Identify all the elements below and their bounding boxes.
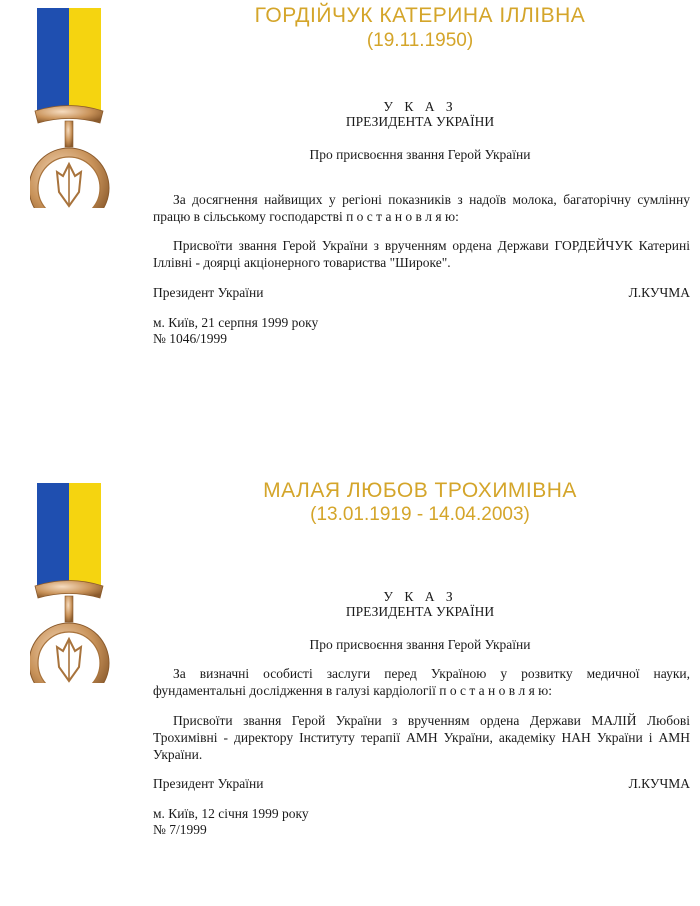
hero-name: ГОРДІЙЧУК КАТЕРИНА ІЛЛІВНА	[254, 4, 586, 27]
order-of-state-medal-icon	[30, 483, 112, 683]
decree-paragraph-2: Присвоїти звання Герой України з врученням ордена Держави МАЛІЙ Любові Трохимівні - директору Інституту терапії АМН України, академіку НАН України і АМН України.	[153, 713, 690, 762]
hero-dates: (19.11.1950)	[366, 30, 474, 51]
place-date: м. Київ, 12 січня 1999 року	[153, 806, 309, 821]
signer-title: Президент України	[153, 776, 264, 791]
president-heading: ПРЕЗИДЕНТА УКРАЇНИ	[345, 604, 495, 619]
ukaz-heading: У К А З	[383, 589, 457, 604]
decree-paragraph-1: За досягнення найвищих у регіоні показників з надоїв молока, багаторічну сумлінну працю в сільському господарстві п о с т а н о в л я ю:	[153, 192, 690, 224]
decree-paragraph-1: За визначні особисті заслуги перед Україною у розвитку медичної науки, фундаментальні дослідження в галузі кардіології п о с т а н о в л я ю:	[153, 666, 690, 698]
decree-subject: Про присвоєння звання Герой України	[309, 637, 531, 652]
decree-number: № 1046/1999	[153, 331, 228, 346]
signer-name: Л.КУЧМА	[628, 285, 690, 300]
hero-name: МАЛАЯ ЛЮБОВ ТРОХИМІВНА	[263, 479, 577, 502]
decree-paragraph-2: Присвоїти звання Герой України з врученням ордена Держави ГОРДЕЙЧУК Катерині Іллівні - доярці акціонерного товариства "Широке".	[153, 238, 690, 270]
decree-number: № 7/1999	[153, 822, 207, 837]
order-of-state-medal-icon	[30, 8, 112, 208]
ukaz-heading: У К А З	[383, 99, 457, 114]
decree-subject: Про присвоєння звання Герой України	[309, 147, 531, 162]
signer-name: Л.КУЧМА	[628, 776, 690, 791]
place-date: м. Київ, 21 серпня 1999 року	[153, 315, 319, 330]
hero-dates: (13.01.1919 - 14.04.2003)	[310, 504, 530, 525]
signer-title: Президент України	[153, 285, 264, 300]
decree-entry-2	[0, 475, 700, 906]
president-heading: ПРЕЗИДЕНТА УКРАЇНИ	[345, 114, 495, 129]
